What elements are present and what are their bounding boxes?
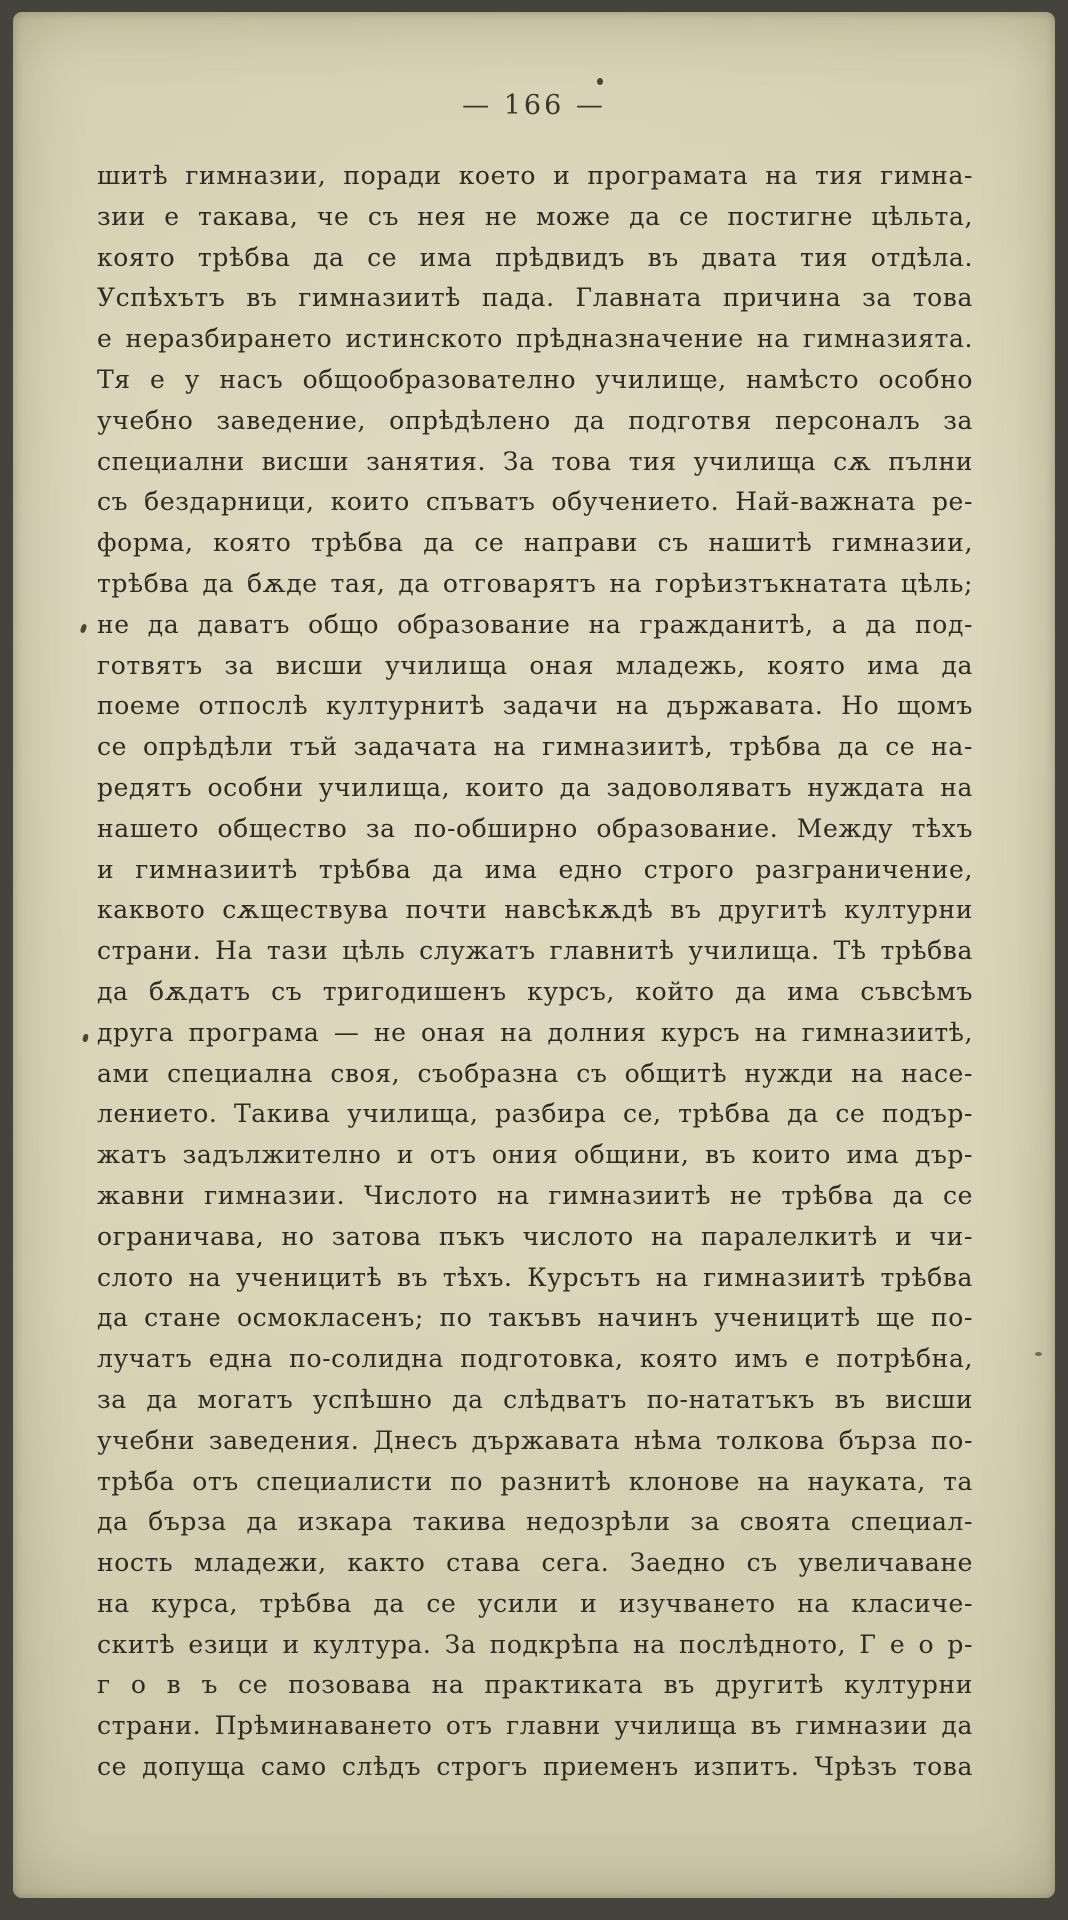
- text-line: да бѫдатъ съ тригодишенъ курсъ, който да има съвсѣмъ: [97, 976, 973, 1006]
- text-line: учебно заведение, опрѣдѣлено да подготвя персоналъ за: [97, 405, 973, 435]
- scan-speck: [1035, 1352, 1042, 1356]
- text-line: форма, която трѣбва да се направи съ нашитѣ гимназии,: [97, 528, 973, 558]
- text-line: поеме отпослѣ културнитѣ задачи на държавата. Но щомъ: [97, 691, 973, 721]
- text-line: жатъ задължително и отъ ония общини, въ които има дър-: [97, 1140, 973, 1170]
- text-line: Тя е у насъ общообразователно училище, намѣсто особно: [97, 364, 973, 394]
- text-line: трѣбва да бѫде тая, да отговарятъ на горѣизтъкнатата цѣль;: [97, 568, 973, 598]
- text-line: на курса, трѣбва да се усили и изучването на класиче-: [97, 1588, 973, 1618]
- text-line: зии е такава, че съ нея не може да се постигне цѣльта,: [97, 201, 973, 231]
- text-line: страни. На тази цѣль служатъ главнитѣ училища. Тѣ трѣбва: [97, 936, 973, 966]
- body-text: [97, 156, 973, 1788]
- text-line: за да могатъ успѣшно да слѣдватъ по-нататъкъ въ висши: [97, 1384, 973, 1414]
- text-line: лучатъ една по-солидна подготовка, която имъ е потрѣбна,: [97, 1344, 973, 1374]
- text-line: не да даватъ общо образование на гражданитѣ, а да под-: [97, 609, 973, 639]
- page-number: — 166 —: [462, 90, 606, 121]
- text-line: Успѣхътъ въ гимназиитѣ пада. Главната причина за това: [97, 283, 973, 313]
- text-line: учебни заведения. Днесъ държавата нѣма толкова бърза по-: [97, 1425, 973, 1455]
- text-line: слото на ученицитѣ въ тѣхъ. Курсътъ на гимназиитѣ трѣбва: [97, 1262, 973, 1292]
- text-line: друга програма — не оная на долния курсъ на гимназиитѣ,: [97, 1017, 973, 1047]
- text-line: трѣба отъ специалисти по разнитѣ клонове на науката, та: [97, 1466, 973, 1496]
- text-line: се опрѣдѣли тъй задачата на гимназиитѣ, трѣбва да се на-: [97, 732, 973, 762]
- text-line: скитѣ езици и култура. За подкрѣпа на послѣдното, Г е о р-: [97, 1629, 973, 1659]
- scan-speck: [80, 623, 88, 633]
- text-line: е неразбирането истинското прѣдназначение на гимназията.: [97, 324, 973, 354]
- text-line: и гимназиитѣ трѣбва да има едно строго разграничение,: [97, 854, 973, 884]
- text-line: съ бездарници, които спъватъ обучението. Най-важната ре-: [97, 487, 973, 517]
- text-line: жавни гимназии. Числото на гимназиитѣ не трѣбва да се: [97, 1180, 973, 1210]
- text-line: готвятъ за висши училища оная младежь, която има да: [97, 650, 973, 680]
- text-line: ограничава, но затова пъкъ числото на паралелкитѣ и чи-: [97, 1221, 973, 1251]
- text-line: шитѣ гимназии, поради което и програмата на тия гимна-: [97, 161, 973, 190]
- text-line: лението. Такива училища, разбира се, трѣбва да се подър-: [97, 1099, 973, 1129]
- book-page: [13, 12, 1055, 1898]
- text-line: която трѣбва да се има прѣдвидъ въ двата тия отдѣла.: [97, 242, 973, 272]
- text-line: г о в ъ се позовава на практиката въ другитѣ културни: [97, 1670, 973, 1700]
- text-line: редятъ особни училища, които да задоволяватъ нуждата на: [97, 772, 973, 802]
- text-line: да бърза да изкара такива недозрѣли за своята специал-: [97, 1507, 973, 1537]
- text-line: се допуща само слѣдъ строгъ приеменъ изпитъ. Чрѣзъ това: [97, 1752, 973, 1782]
- ink-speck: [597, 78, 603, 85]
- text-line: каквото сѫществува почти навсѣкѫдѣ въ другитѣ културни: [97, 895, 973, 925]
- text-line: ность младежи, както става сега. Заедно съ увеличаване: [97, 1548, 973, 1578]
- text-line: ами специална своя, съобразна съ общитѣ нужди на насе-: [97, 1058, 973, 1088]
- text-line: да стане осмокласенъ; по такъвъ начинъ ученицитѣ ще по-: [97, 1303, 973, 1333]
- text-line: нашето общество за по-обширно образование. Между тѣхъ: [97, 813, 973, 843]
- text-line: специални висши занятия. За това тия училища сѫ пълни: [97, 446, 973, 476]
- text-line: страни. Прѣминаването отъ главни училища въ гимназии да: [97, 1711, 973, 1741]
- scan-speck: [82, 1033, 89, 1042]
